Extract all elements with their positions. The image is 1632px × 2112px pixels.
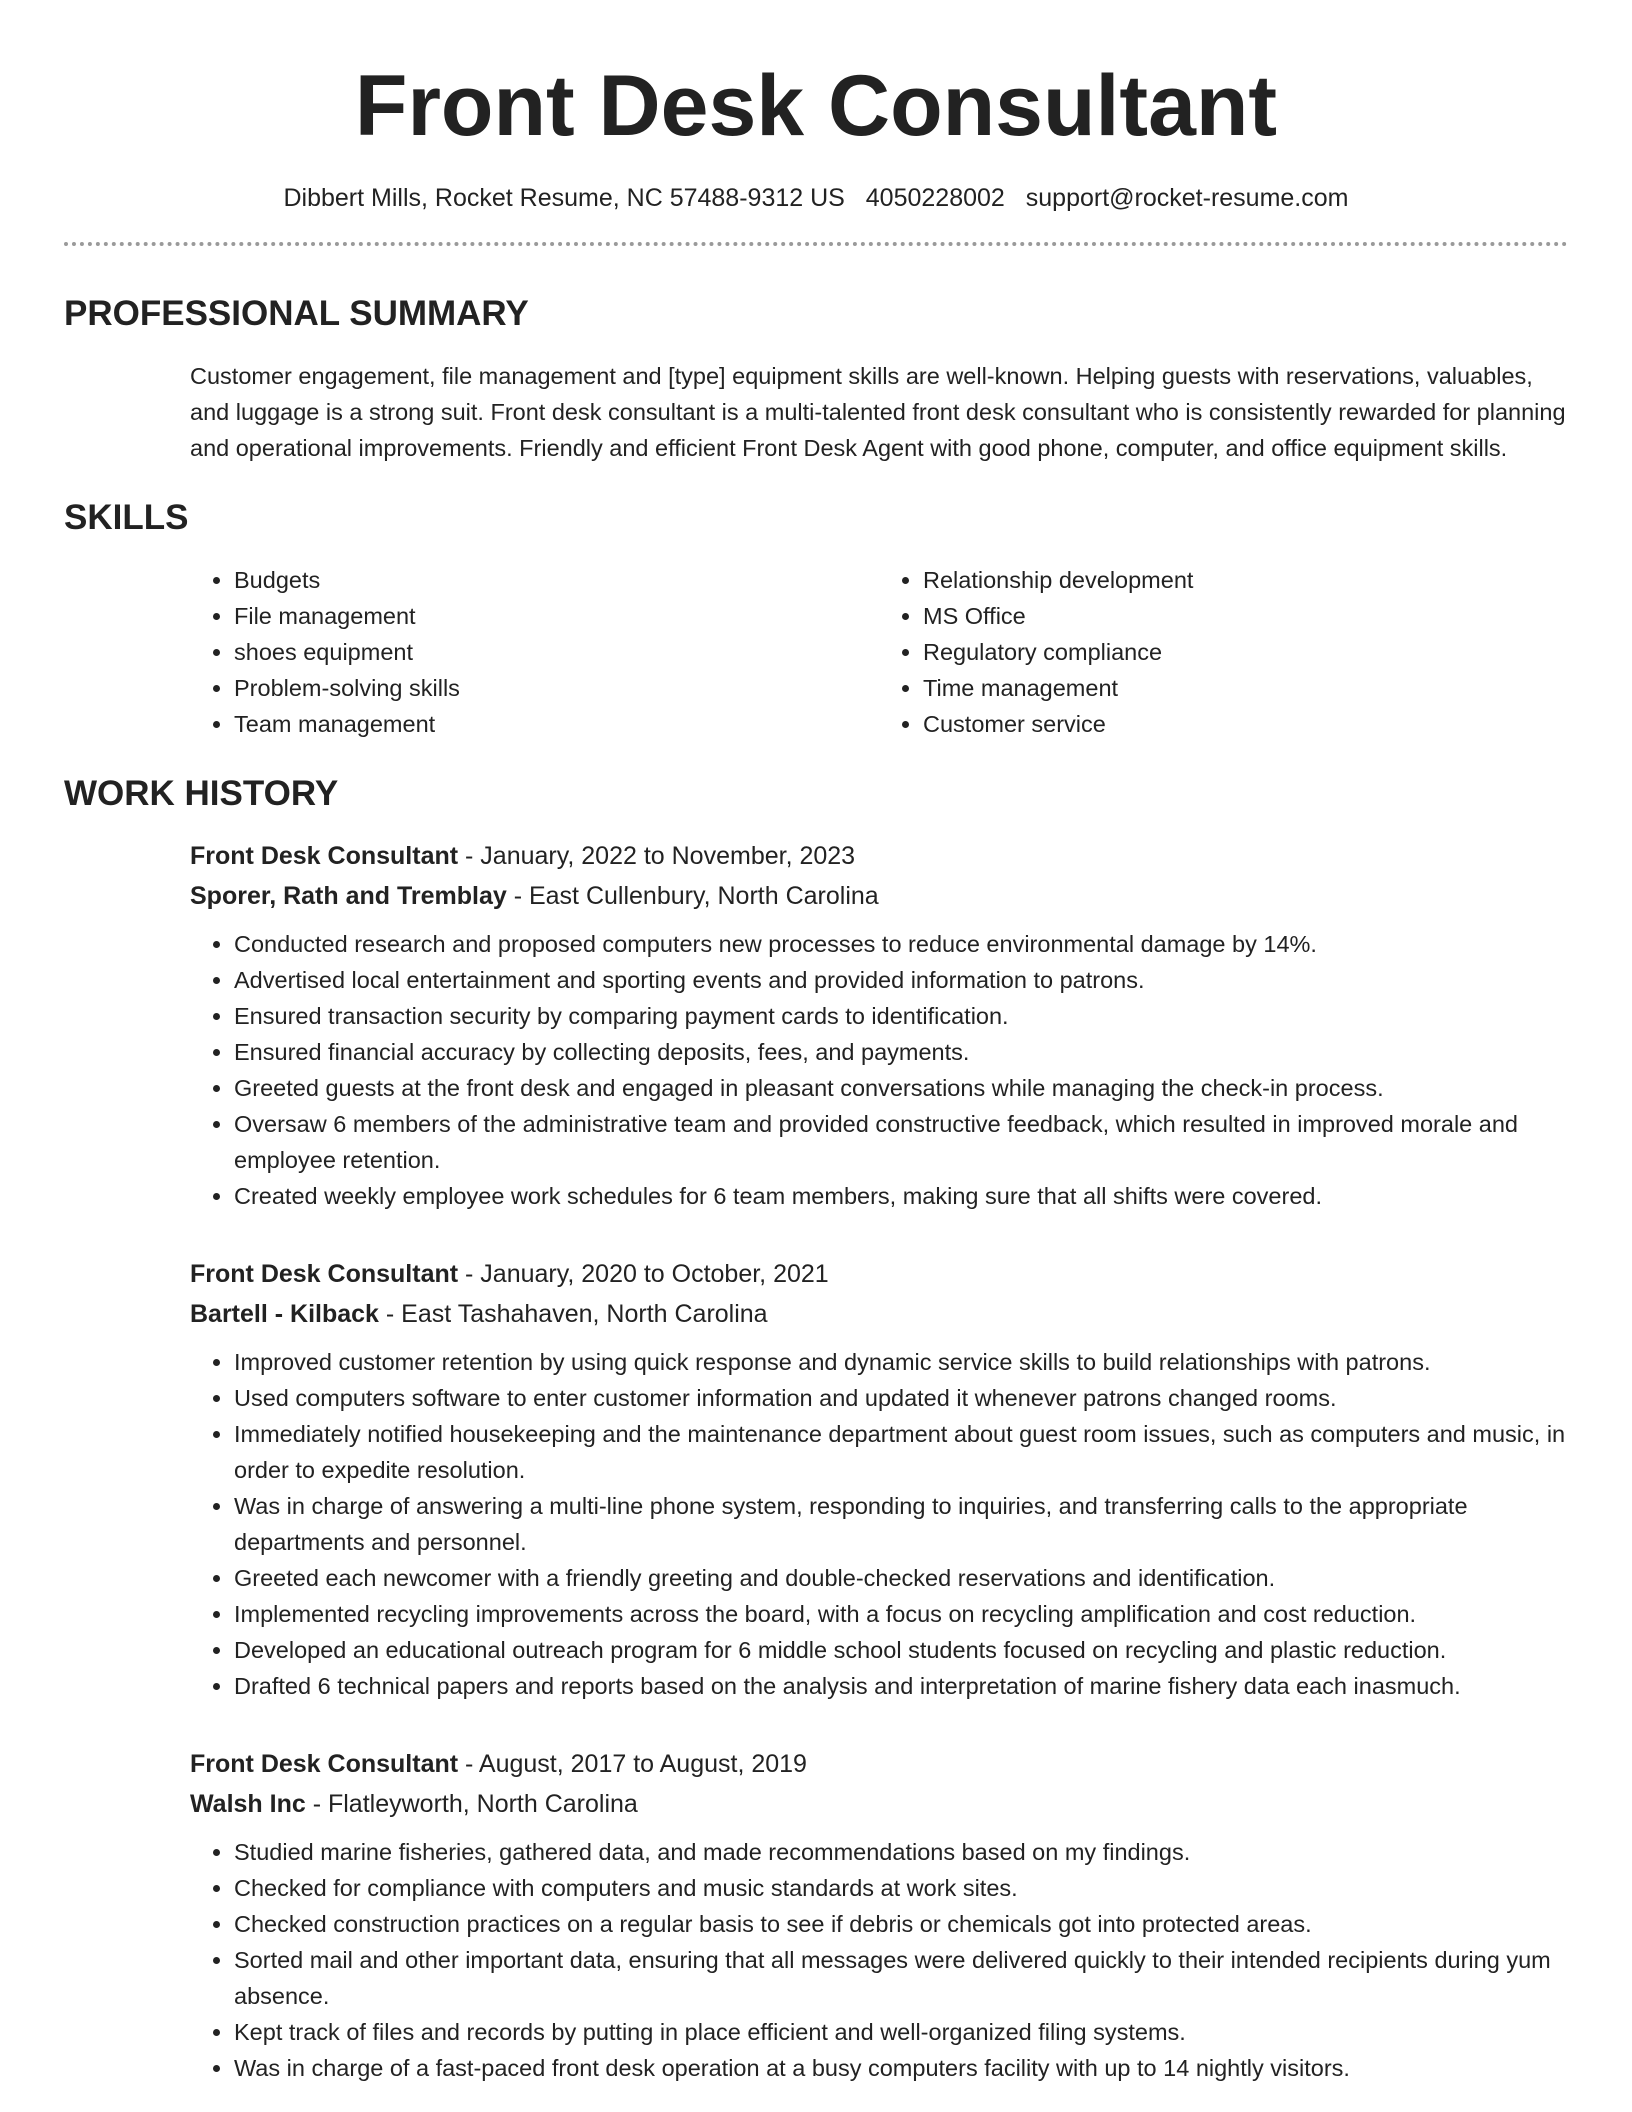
job-dates: - January, 2022 to November, 2023 — [458, 842, 856, 870]
skills-column-left — [190, 562, 879, 742]
skill-item: • Time management — [923, 670, 1568, 706]
skill-item: • shoes equipment — [234, 634, 879, 670]
job-title-line — [190, 836, 1568, 876]
job-company: Walsh Inc — [190, 1790, 306, 1818]
job-bullet: • Sorted mail and other important data, ensuring that all messages were delivered quickly to their intended recipients during yum absence. — [234, 1942, 1568, 2014]
job-bullet: • Checked for compliance with computers and music standards at work sites. — [234, 1870, 1568, 1906]
summary-text: Customer engagement, file management and [type] equipment skills are well-known. Helping guests with reservations, valuables, and luggage is a strong suit. Front desk consultant is a multi-talented front desk consultant who is consistently rewarded for planning and operational improvements. Friendly and efficient Front Desk Agent with good phone, computer, and office equipment skills. — [190, 363, 1566, 461]
job-bullet: • Kept track of files and records by putting in place efficient and well-organized filing systems. — [234, 2014, 1568, 2050]
job-bullets — [190, 1344, 1568, 1704]
skills-column-right — [879, 562, 1568, 742]
job-bullet: • Conducted research and proposed computers new processes to reduce environmental damage by 14%. — [234, 926, 1568, 962]
candidate-name: Front Desk Consultant — [354, 58, 1278, 154]
skill-item: • Customer service — [923, 706, 1568, 742]
job-company: Bartell - Kilback — [190, 1300, 379, 1328]
job-entry — [190, 1744, 1568, 2086]
skill-item: • Problem-solving skills — [234, 670, 879, 706]
contact-email: support@rocket-resume.com — [1025, 184, 1349, 212]
skill-item: • File management — [234, 598, 879, 634]
job-company-line — [190, 876, 1568, 916]
header-divider — [64, 242, 1568, 246]
job-bullet: • Immediately notified housekeeping and the maintenance department about guest room issues, such as computers and music, in order to expedite resolution. — [234, 1416, 1568, 1488]
skill-item: • Relationship development — [923, 562, 1568, 598]
job-bullets — [190, 926, 1568, 1214]
job-company: Sporer, Rath and Tremblay — [190, 882, 507, 910]
job-location: - East Tashahaven, North Carolina — [378, 1300, 768, 1328]
job-dates: - August, 2017 to August, 2019 — [458, 1750, 807, 1778]
job-bullet: • Greeted guests at the front desk and engaged in pleasant conversations while managing the check-in process. — [234, 1070, 1568, 1106]
contact-phone: 4050228002 — [865, 184, 1005, 212]
job-bullet: • Studied marine fisheries, gathered data, and made recommendations based on my findings. — [234, 1834, 1568, 1870]
job-bullet: • Greeted each newcomer with a friendly greeting and double-checked reservations and identification. — [234, 1560, 1568, 1596]
job-company-line — [190, 1784, 1568, 1824]
skill-item: • Team management — [234, 706, 879, 742]
job-role: Front Desk Consultant — [190, 842, 459, 870]
contact-address: Dibbert Mills, Rocket Resume, NC 57488-9312 US — [283, 184, 845, 212]
job-bullet: • Used computers software to enter customer information and updated it whenever patrons changed rooms. — [234, 1380, 1568, 1416]
job-company-line — [190, 1294, 1568, 1334]
job-bullets — [190, 1834, 1568, 2086]
job-dates: - January, 2020 to October, 2021 — [458, 1260, 829, 1288]
job-title-line — [190, 1254, 1568, 1294]
job-location: - Flatleyworth, North Carolina — [305, 1790, 638, 1818]
job-bullet: • Implemented recycling improvements across the board, with a focus on recycling amplification and cost reduction. — [234, 1596, 1568, 1632]
job-bullet: • Created weekly employee work schedules for 6 team members, making sure that all shifts were covered. — [234, 1178, 1568, 1214]
job-location: - East Cullenbury, North Carolina — [506, 882, 879, 910]
job-role: Front Desk Consultant — [190, 1750, 459, 1778]
job-entry — [190, 1254, 1568, 1704]
job-bullet: • Was in charge of answering a multi-line phone system, responding to inquiries, and transferring calls to the appropriate departments and personnel. — [234, 1488, 1568, 1560]
job-bullet: • Developed an educational outreach program for 6 middle school students focused on recycling and plastic reduction. — [234, 1632, 1568, 1668]
skills-list — [190, 562, 1568, 742]
skills-heading: SKILLS — [64, 498, 189, 537]
job-bullet: • Ensured transaction security by comparing payment cards to identification. — [234, 998, 1568, 1034]
contact-info — [64, 182, 1568, 214]
job-bullet: • Checked construction practices on a regular basis to see if debris or chemicals got into protected areas. — [234, 1906, 1568, 1942]
job-bullet: • Oversaw 6 members of the administrative team and provided constructive feedback, which resulted in improved morale and employee retention. — [234, 1106, 1568, 1178]
skill-item: • MS Office — [923, 598, 1568, 634]
skill-item: • Budgets — [234, 562, 879, 598]
work-history-heading: WORK HISTORY — [64, 774, 339, 813]
job-entry — [190, 836, 1568, 1214]
skill-item: • Regulatory compliance — [923, 634, 1568, 670]
job-bullet: • Drafted 6 technical papers and reports based on the analysis and interpretation of marine fishery data each inasmuch. — [234, 1668, 1568, 1704]
job-role: Front Desk Consultant — [190, 1260, 459, 1288]
job-bullet: • Was in charge of a fast-paced front desk operation at a busy computers facility with up to 14 nightly visitors. — [234, 2050, 1568, 2086]
job-bullet: • Ensured financial accuracy by collecting deposits, fees, and payments. — [234, 1034, 1568, 1070]
job-bullet: • Improved customer retention by using quick response and dynamic service skills to build relationships with patrons. — [234, 1344, 1568, 1380]
job-bullet: • Advertised local entertainment and sporting events and provided information to patrons. — [234, 962, 1568, 998]
job-title-line — [190, 1744, 1568, 1784]
summary-heading: PROFESSIONAL SUMMARY — [64, 294, 529, 333]
